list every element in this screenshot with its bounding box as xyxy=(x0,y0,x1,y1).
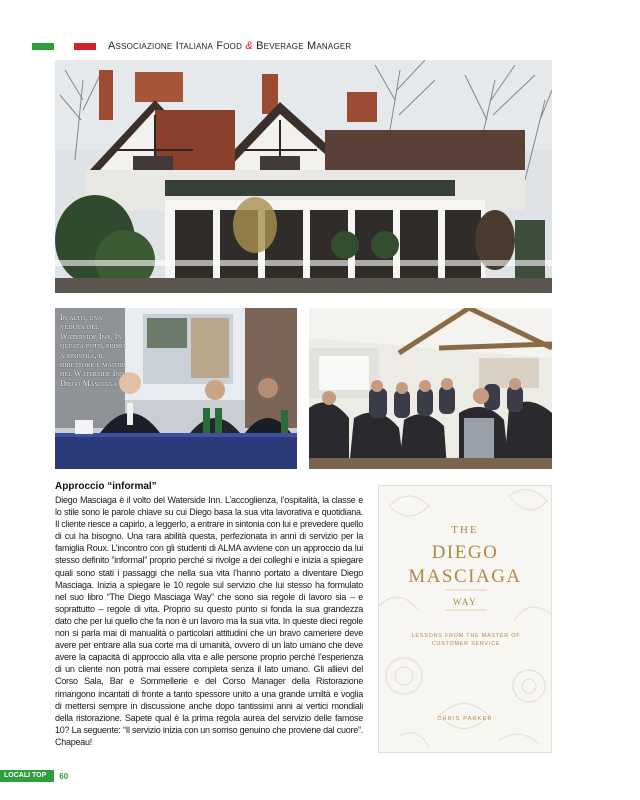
photo-caption: In alto, una veduta del Waterside Inn. In questa foto, primo a sinistra, il direttore e maitre del Waterside Inn Diego Masciaga xyxy=(60,313,126,388)
page-number: 60 xyxy=(59,771,69,781)
article-body: Diego Masciaga è il volto del Waterside Inn. L’accoglienza, l’ospitalità, la classe e lo stile sono le parole chiave su cui Diego basa la sua vita lavorativa e quotidiana. Il cliente riesce a capirlo, a leggerlo, a entrare in sintonia con lui e prevedere quello di cui ha bisogno. Una rara abilità questa, perfezionata in anni di servizio per la famiglia Roux. L’incontro con gli studenti di ALMA avviene con un approccio da lui stesso definito “informal” proprio perché si rivolge a dei colleghi e inizia a spiegare quali sono stati i passaggi che nella sua vita l’hanno portato a diventare Diego Masciaga. Inizia a spiegare le 10 regole sul servizio che lui stesso ha formulato nel suo libro “The Diego Masciaga Way” che sono sia regole di lavoro sia – e soprattutto – regole di vita. Proprio su questo punto si fonda la sua grandezza dato che per lui quello che fa non è un lavoro ma la sua vita. In queste dieci regole non si parla mai di manualità o particolari attitudini che un bravo cameriere deve avere per entrare alla sua corte ma di umanità, ovvero di un lato umano che deve avere la capacità di approccio alla vita e alle persone proprio perché l’esperienza di un cliente non potrà mai essere completa senza il lato umano. Gli allievi del Corso Sala, Bar e Sommellerie e del Corso Manager della Ristorazione rimangono incantati di fronte a tanto spessore unito a una grande umiltà e voglia di mettersi sempre in discussione anche dopo tantissimi anni ai vertici mondiali della ristorazione. Sapete qual è la prima regola aurea del servizio delle famose 10? La seguente: “Il servizio inizia con un sorriso genuino che proviene dal cuore”. Chapeau! xyxy=(55,495,363,747)
book-subtitle: LESSONS FROM THE MASTER OF CUSTOMER SERVICE xyxy=(411,633,521,647)
association-name-part1: Associazione Italiana Food xyxy=(108,40,246,52)
flag-green-stripe xyxy=(32,43,54,50)
association-name-part2: Beverage Manager xyxy=(252,40,352,52)
article xyxy=(55,481,363,748)
article-title: Approccio “informal” xyxy=(55,481,157,492)
waterside-inn-photo xyxy=(55,60,552,293)
book-title-line2: MASCIAGA xyxy=(408,566,522,587)
book-title-the: THE xyxy=(451,524,479,536)
association-ampersand: & xyxy=(245,40,253,52)
book-title-way: WAY xyxy=(452,597,478,607)
page-footer xyxy=(0,770,68,782)
book-title-line1: DIEGO xyxy=(431,542,499,563)
flag-red-stripe xyxy=(74,43,96,50)
section-label: LOCALI TOP xyxy=(0,770,54,782)
book-author: CHRIS PARKER xyxy=(437,716,493,722)
page-header xyxy=(32,38,592,54)
audience-photo xyxy=(309,308,552,469)
association-name xyxy=(108,40,351,52)
book-cover xyxy=(378,485,552,753)
flag-white-stripe xyxy=(54,43,74,50)
